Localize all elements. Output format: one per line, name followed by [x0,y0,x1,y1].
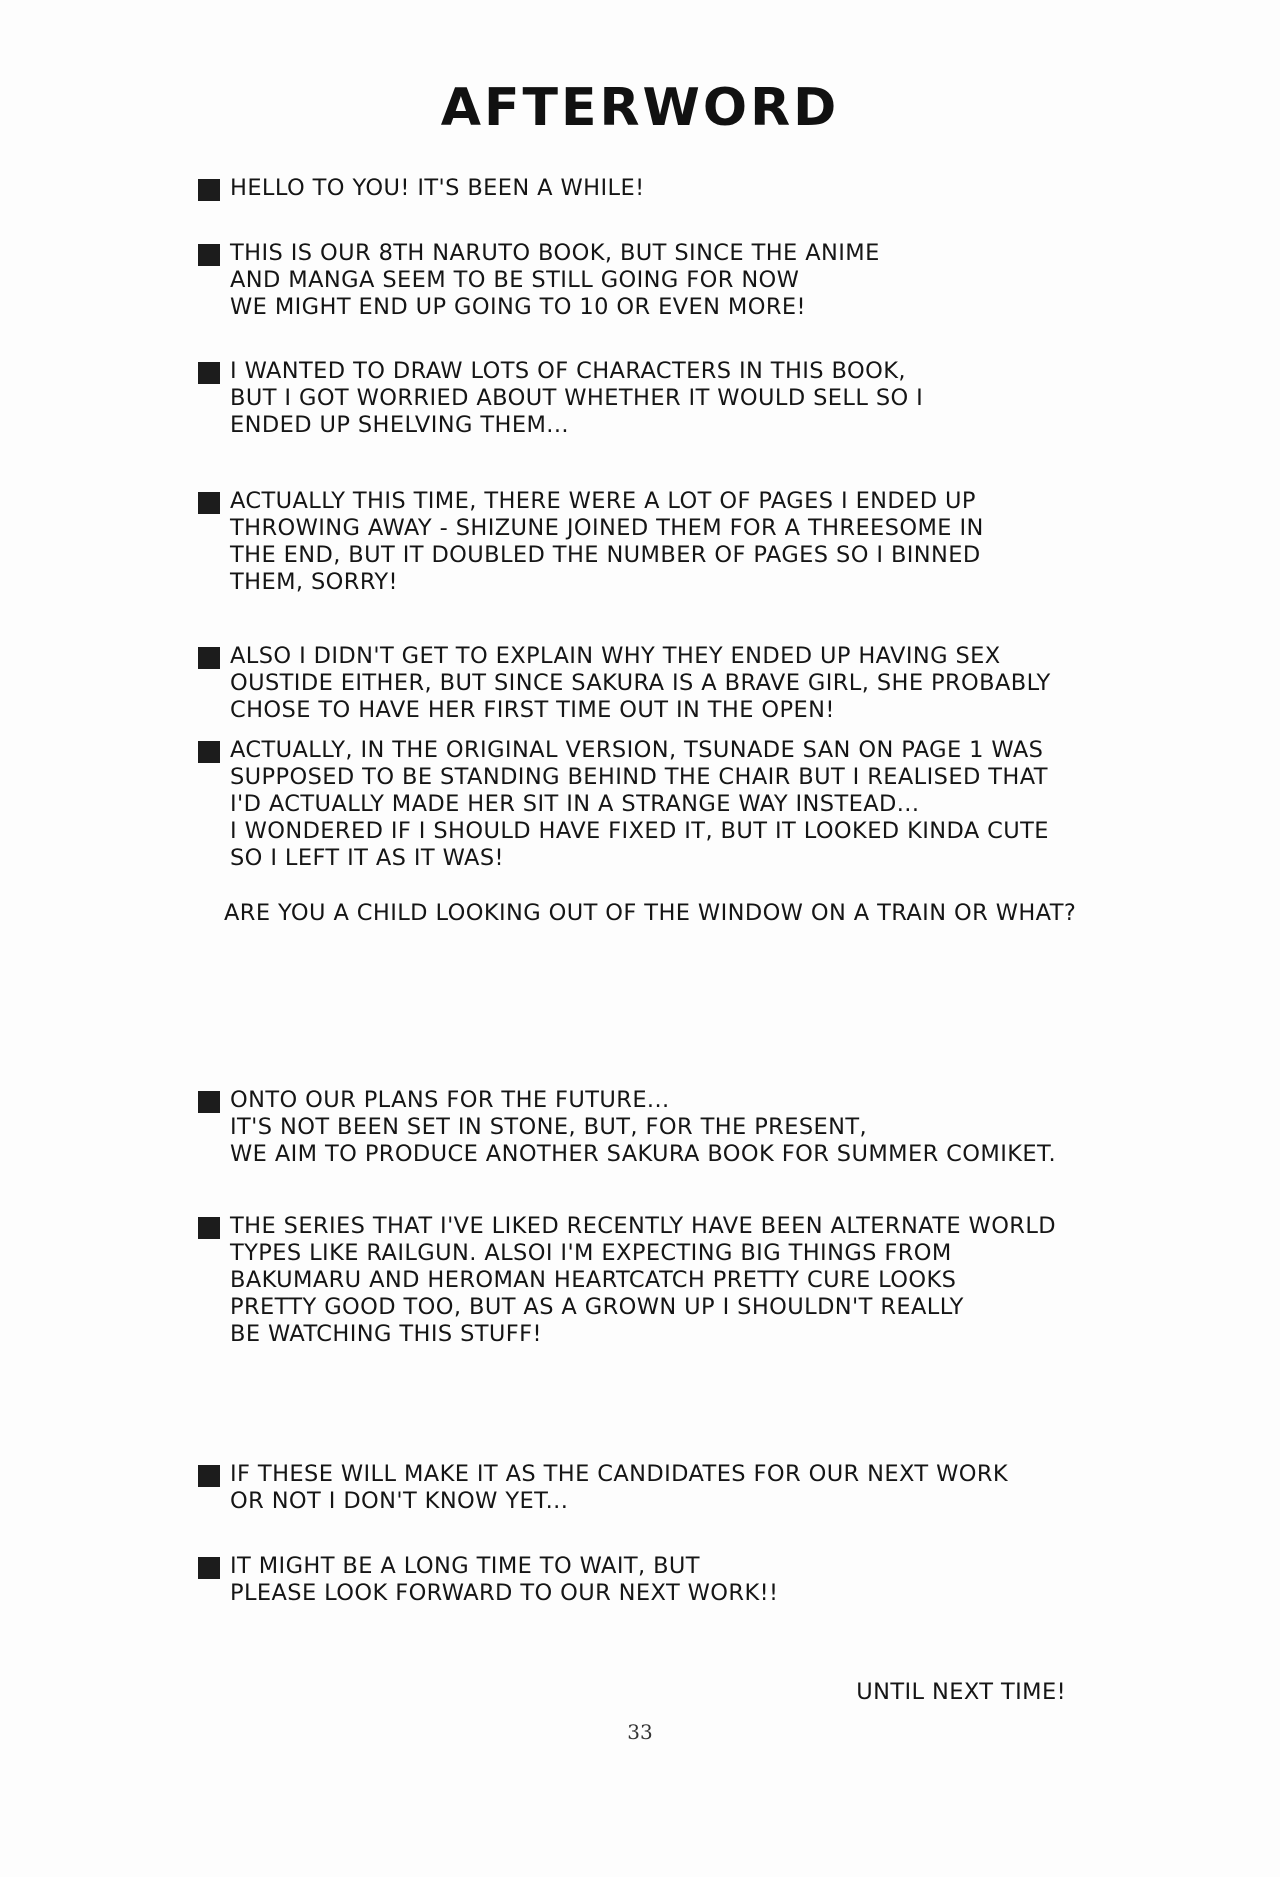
text-line: ENDED UP SHELVING THEM... [230,412,569,438]
paragraph-original-version [198,737,1238,872]
text-line: ONTO OUR PLANS FOR THE FUTURE... [230,1087,670,1113]
text-line: I WONDERED IF I SHOULD HAVE FIXED IT, BUT IT LOOKED KINDA CUTE [230,818,1049,844]
bullet-square-icon [198,741,220,763]
paragraph-future-plans [198,1087,1238,1168]
text-line: IT MIGHT BE A LONG TIME TO WAIT, BUT [230,1553,700,1579]
bullet-square-icon [198,1465,220,1487]
text-line: BE WATCHING THIS STUFF! [230,1321,542,1347]
page-title: AFTERWORD [440,78,840,138]
bullet-square-icon [198,647,220,669]
text-line: PRETTY GOOD TOO, BUT AS A GROWN UP I SHOULDN'T REALLY [230,1294,964,1320]
text-line: THE SERIES THAT I'VE LIKED RECENTLY HAVE BEEN ALTERNATE WORLD [230,1213,1056,1239]
bullet-square-icon [198,244,220,266]
text-line: HELLO TO YOU! IT'S BEEN A WHILE! [230,175,645,201]
text-line: THEM, SORRY! [230,569,398,595]
paragraph-series-liked [198,1213,1238,1348]
text-line: CHOSE TO HAVE HER FIRST TIME OUT IN THE OPEN! [230,697,835,723]
text-line: I'D ACTUALLY MADE HER SIT IN A STRANGE WAY INSTEAD... [230,791,920,817]
text-line: SUPPOSED TO BE STANDING BEHIND THE CHAIR BUT I REALISED THAT [230,764,1048,790]
signoff-text: UNTIL NEXT TIME! [856,1679,1066,1705]
text-line: SO I LEFT IT AS IT WAS! [230,845,504,871]
paragraph-candidates [198,1461,1238,1515]
paragraph-next-work [198,1553,1238,1607]
text-line: ACTUALLY, IN THE ORIGINAL VERSION, TSUNADE SAN ON PAGE 1 WAS [230,737,1044,763]
page-number: 33 [627,1720,653,1744]
text-line: ACTUALLY THIS TIME, THERE WERE A LOT OF PAGES I ENDED UP [230,488,976,514]
paragraph-eighth-book [198,240,1238,321]
text-line: ALSO I DIDN'T GET TO EXPLAIN WHY THEY ENDED UP HAVING SEX [230,643,1001,669]
aside-line: ARE YOU A CHILD LOOKING OUT OF THE WINDOW ON A TRAIN OR WHAT? [224,900,1077,926]
paragraph-characters [198,358,1238,439]
text-line: I WANTED TO DRAW LOTS OF CHARACTERS IN THIS BOOK, [230,358,906,384]
text-line: WE MIGHT END UP GOING TO 10 OR EVEN MORE! [230,294,806,320]
bullet-square-icon [198,1091,220,1113]
text-line: PLEASE LOOK FORWARD TO OUR NEXT WORK!! [230,1580,779,1606]
text-line: OR NOT I DON'T KNOW YET... [230,1488,569,1514]
text-line: IF THESE WILL MAKE IT AS THE CANDIDATES FOR OUR NEXT WORK [230,1461,1009,1487]
text-line: IT'S NOT BEEN SET IN STONE, BUT, FOR THE PRESENT, [230,1114,868,1140]
bullet-square-icon [198,1217,220,1239]
paragraph-greeting [198,175,1238,202]
text-line: OUSTIDE EITHER, BUT SINCE SAKURA IS A BRAVE GIRL, SHE PROBABLY [230,670,1051,696]
text-line: BUT I GOT WORRIED ABOUT WHETHER IT WOULD SELL SO I [230,385,924,411]
text-line: BAKUMARU AND HEROMAN HEARTCATCH PRETTY CURE LOOKS [230,1267,957,1293]
paragraph-explanation [198,643,1238,724]
text-line: WE AIM TO PRODUCE ANOTHER SAKURA BOOK FOR SUMMER COMIKET. [230,1141,1057,1167]
bullet-square-icon [198,179,220,201]
paragraph-thrown-pages [198,488,1238,596]
text-line: TYPES LIKE RAILGUN. ALSOI I'M EXPECTING BIG THINGS FROM [230,1240,952,1266]
text-line: THIS IS OUR 8TH NARUTO BOOK, BUT SINCE THE ANIME [230,240,880,266]
bullet-square-icon [198,362,220,384]
text-line: THROWING AWAY - SHIZUNE JOINED THEM FOR A THREESOME IN [230,515,984,541]
text-line: THE END, BUT IT DOUBLED THE NUMBER OF PAGES SO I BINNED [230,542,981,568]
text-line: AND MANGA SEEM TO BE STILL GOING FOR NOW [230,267,800,293]
bullet-square-icon [198,492,220,514]
bullet-square-icon [198,1557,220,1579]
